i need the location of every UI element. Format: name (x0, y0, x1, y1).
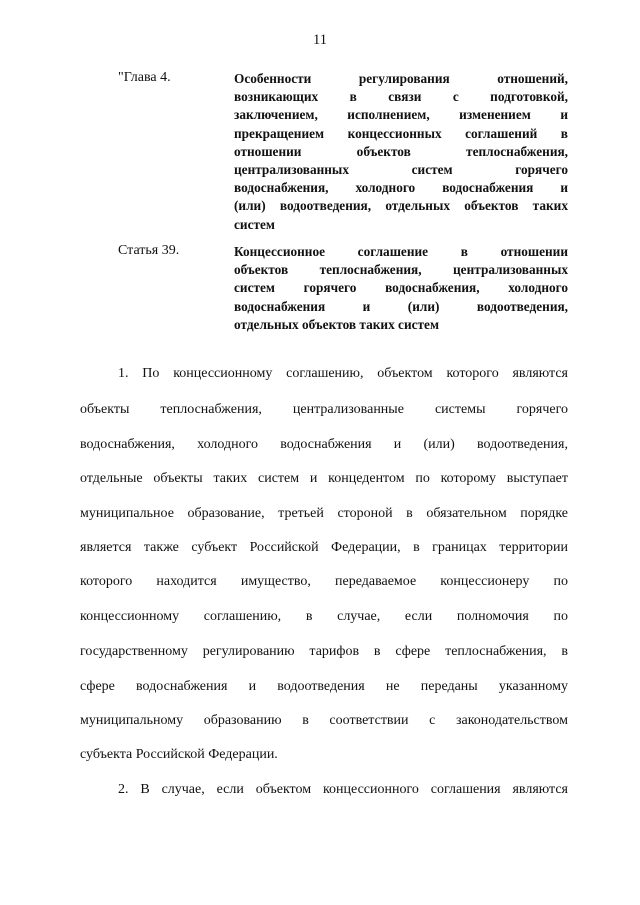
page-number: 11 (313, 32, 327, 48)
chapter-label: "Глава 4. (118, 70, 171, 85)
article-title: Концессионное соглашение в отношении объектов теплоснабжения, централизованных систем горячего водоснабжения, холодного водоснабжения и (или) водоотведения, отдельных объектов таких систем (234, 244, 568, 332)
body-line: является также субъект Российской Федерации, в границах территории (80, 540, 568, 555)
body-line: муниципальному образованию в соответствии с законодательством (80, 713, 568, 728)
body-line: 2. В случае, если объектом концессионного соглашения являются (118, 782, 568, 797)
article-label: Статья 39. (118, 243, 180, 258)
body-line: 1. По концессионному соглашению, объектом которого являются (118, 366, 568, 381)
body-line: государственному регулированию тарифов в сфере теплоснабжения, в (80, 644, 568, 659)
body-line: субъекта Российской Федерации. (80, 747, 278, 762)
body-line: сфере водоснабжения и водоотведения не переданы указанному (80, 679, 568, 694)
body-line: объекты теплоснабжения, централизованные системы горячего (80, 402, 568, 417)
chapter-title: Особенности регулирования отношений, возникающих в связи с подготовкой, заключением, исполнением, изменением и прекращением концессионных соглашений в отношении объектов теплоснабжения, централизованных систем горячего водоснабжения, холодного водоснабжения и (или) водоотведения, отдельных объектов таких систем (234, 71, 568, 232)
body-line: отдельные объекты таких систем и концедентом по которому выступает (80, 471, 568, 486)
body-line: которого находится имущество, передаваемое концессионеру по (80, 574, 568, 589)
body-line: муниципальное образование, третьей стороной в обязательном порядке (80, 506, 568, 521)
body-line: концессионному соглашению, в случае, если полномочия по (80, 609, 568, 624)
body-line: водоснабжения, холодного водоснабжения и (или) водоотведения, (80, 437, 568, 452)
